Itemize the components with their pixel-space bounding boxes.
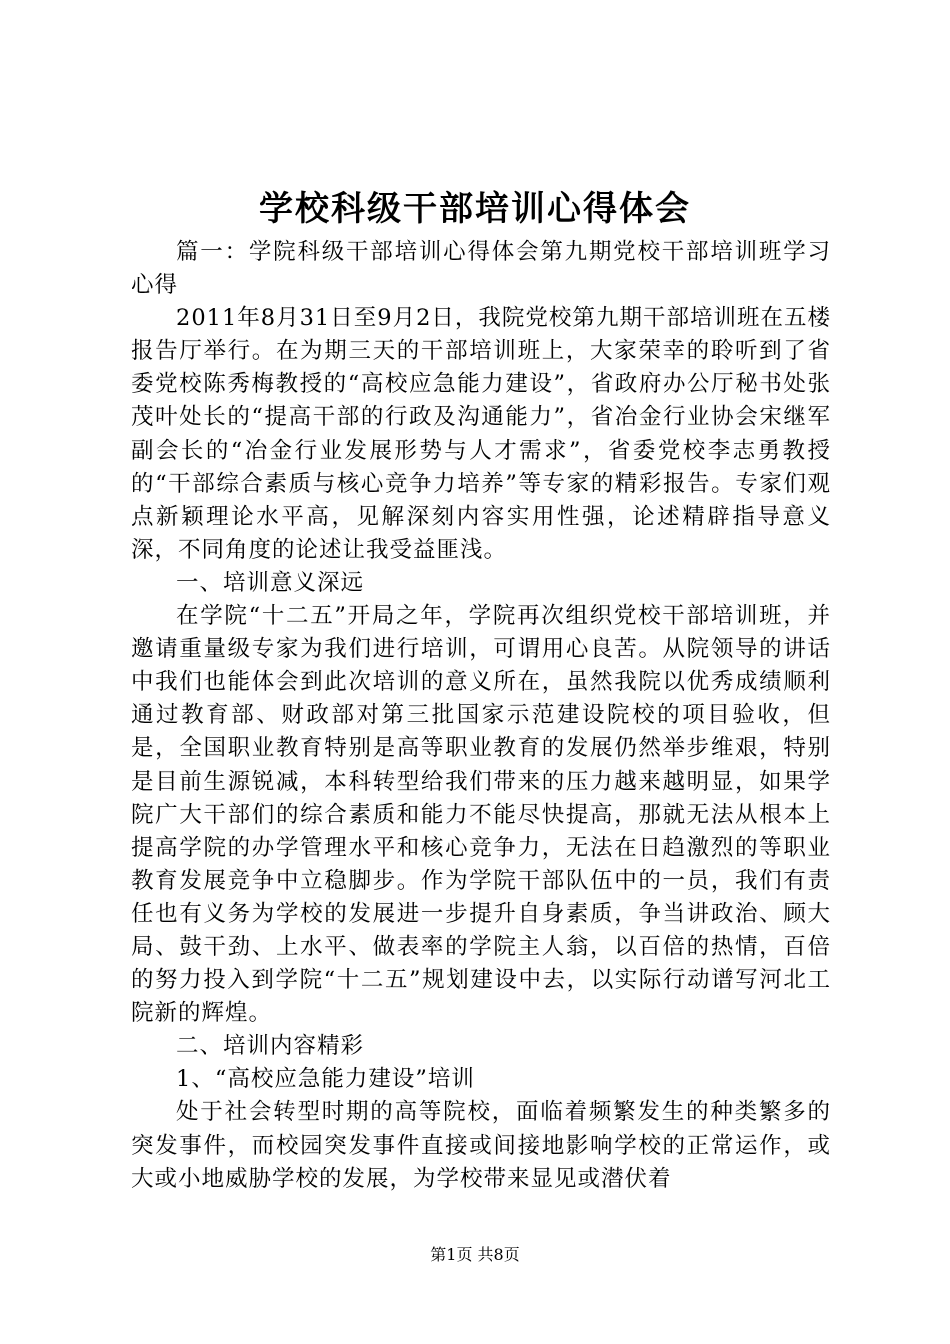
paragraph-subsection-1: 处于社会转型时期的高等院校，面临着频繁发生的种类繁多的突发事件，而校园突发事件直接或间接地影响学校的正常运作，或大或小地威胁学校的发展，为学校带来显见或潜伏着 (131, 1099, 831, 1192)
subsection-heading-1: 1、“高校应急能力建设”培训 (176, 1066, 475, 1093)
page-number-footer: 第1页 共8页 (430, 1245, 520, 1264)
paragraph-intro: 2011年8月31日至9月2日，我院党校第九期干部培训班在五楼报告厅举行。在为期三天的干部培训班上，大家荣幸的聆听到了省委党校陈秀梅教授的“高校应急能力建设”，省政府办公厅秘书处张茂叶处长的“提高干部的行政及沟通能力”，省冶金行业协会宋继军副会长的“冶金行业发展形势与人才需求”，省委党校李志勇教授的“干部综合素质与核心竞争力培养”等专家的精彩报告。专家们观点新颖理论水平高，见解深刻内容实用性强，论述精辟指导意义深，不同角度的论述让我受益匪浅。 (131, 305, 831, 563)
document-title: 学校科级干部培训心得体会 (259, 189, 691, 229)
section-heading-2: 二、培训内容精彩 (176, 1033, 365, 1060)
document-body (131, 236, 831, 1196)
paragraph-subtitle: 篇一：学院科级干部培训心得体会第九期党校干部培训班学习心得 (131, 239, 831, 299)
section-heading-1: 一、培训意义深远 (176, 569, 365, 596)
paragraph-section-1: 在学院“十二五”开局之年，学院再次组织党校干部培训班，并邀请重量级专家为我们进行培训，可谓用心良苦。从院领导的讲话中我们也能体会到此次培训的意义所在，虽然我院以优秀成绩顺利通过教育部、财政部对第三批国家示范建设院校的项目验收，但是，全国职业教育特别是高等职业教育的发展仍然举步维艰，特别是目前生源锐减，本科转型给我们带来的压力越来越明显，如果学院广大干部们的综合素质和能力不能尽快提高，那就无法从根本上提高学院的办学管理水平和核心竞争力，无法在日趋激烈的等职业教育发展竞争中立稳脚步。作为学院干部队伍中的一员，我们有责任也有义务为学校的发展进一步提升自身素质，争当讲政治、顾大局、鼓干劲、上水平、做表率的学院主人翁，以百倍的热情，百倍的努力投入到学院“十二五”规划建设中去，以实际行动谱写河北工院新的辉煌。 (131, 603, 831, 1027)
